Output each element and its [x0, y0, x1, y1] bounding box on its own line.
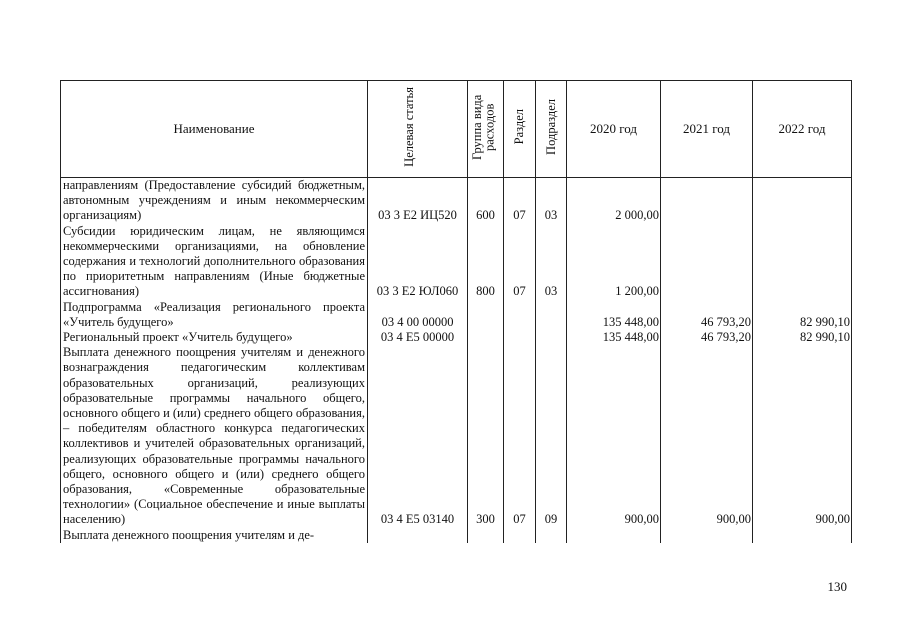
row-subsection: 09 [536, 345, 567, 527]
row-section [504, 528, 536, 543]
row-section [504, 330, 536, 345]
table-row [61, 330, 852, 345]
table-row [61, 178, 852, 224]
row-2021: 900,00 [661, 345, 753, 527]
row-name: Региональный проект «Учитель будущего» [61, 330, 368, 345]
row-name: Субсидии юридическим лицам, не являющимся некоммерческими организациями, на обновление содержания и технологий дополнительного образования по приоритетным направлениям (Иные бюджетные ассигнования) [61, 224, 368, 300]
row-2020: 900,00 [567, 345, 661, 527]
row-2022 [753, 528, 852, 543]
header-target-article: Целевая статья [368, 81, 468, 178]
row-name: Выплата денежного поощрения учителям и денежного вознаграждения педагогическим коллективам образовательных организаций, реализующих образовательные программы начального общего, основного общего и (или) среднего общего образования, – победителям областного конкурса педагогических коллективов и учителей образовательных организаций, реализующих образовательные программы начального общего, основного общего и (или) среднего общего образования, «Современные образовательные технологии» (Социальное обеспечение и иные выплаты населению) [61, 345, 368, 527]
header-2021: 2021 год [661, 81, 753, 178]
row-subsection: 03 [536, 178, 567, 224]
row-target-article: 03 4 Е5 00000 [368, 330, 468, 345]
row-section: 07 [504, 224, 536, 300]
table-row [61, 528, 852, 543]
row-2022: 900,00 [753, 345, 852, 527]
row-target-article: 03 4 00 00000 [368, 300, 468, 330]
row-target-article: 03 3 Е2 ЮЛ060 [368, 224, 468, 300]
header-expense-group: Группа вида расходов [468, 81, 504, 178]
table-row [61, 300, 852, 330]
row-expense-group [468, 528, 504, 543]
page-number: 130 [827, 579, 847, 594]
row-subsection [536, 330, 567, 345]
row-section: 07 [504, 345, 536, 527]
row-expense-group: 300 [468, 345, 504, 527]
table-header [61, 81, 852, 178]
row-2022: 82 990,10 [753, 330, 852, 345]
row-2022 [753, 224, 852, 300]
row-2022 [753, 178, 852, 224]
row-2020: 135 448,00 [567, 300, 661, 330]
row-subsection [536, 300, 567, 330]
row-section: 07 [504, 178, 536, 224]
row-name: направлениям (Предоставление субсидий бюджетным, автономным учреждениям и иным некоммерческим организациям) [61, 178, 368, 224]
header-2020: 2020 год [567, 81, 661, 178]
row-2021: 46 793,20 [661, 330, 753, 345]
row-name: Выплата денежного поощрения учителям и де- [61, 528, 368, 543]
header-name: Наименование [61, 81, 368, 178]
row-2021 [661, 224, 753, 300]
row-expense-group [468, 300, 504, 330]
table-row [61, 224, 852, 300]
row-section [504, 300, 536, 330]
row-2020 [567, 528, 661, 543]
row-2020: 2 000,00 [567, 178, 661, 224]
table-row [61, 345, 852, 527]
row-2020: 135 448,00 [567, 330, 661, 345]
row-subsection [536, 528, 567, 543]
row-subsection: 03 [536, 224, 567, 300]
row-target-article: 03 3 Е2 ИЦ520 [368, 178, 468, 224]
row-2021 [661, 528, 753, 543]
row-expense-group [468, 330, 504, 345]
row-target-article: 03 4 Е5 03140 [368, 345, 468, 527]
row-expense-group: 800 [468, 224, 504, 300]
budget-table [60, 80, 852, 543]
row-2021: 46 793,20 [661, 300, 753, 330]
header-section: Раздел [504, 81, 536, 178]
row-target-article [368, 528, 468, 543]
table-body [61, 178, 852, 543]
row-2020: 1 200,00 [567, 224, 661, 300]
row-name: Подпрограмма «Реализация регионального проекта «Учитель будущего» [61, 300, 368, 330]
row-expense-group: 600 [468, 178, 504, 224]
header-2022: 2022 год [753, 81, 852, 178]
row-2022: 82 990,10 [753, 300, 852, 330]
row-2021 [661, 178, 753, 224]
header-subsection: Подраздел [536, 81, 567, 178]
